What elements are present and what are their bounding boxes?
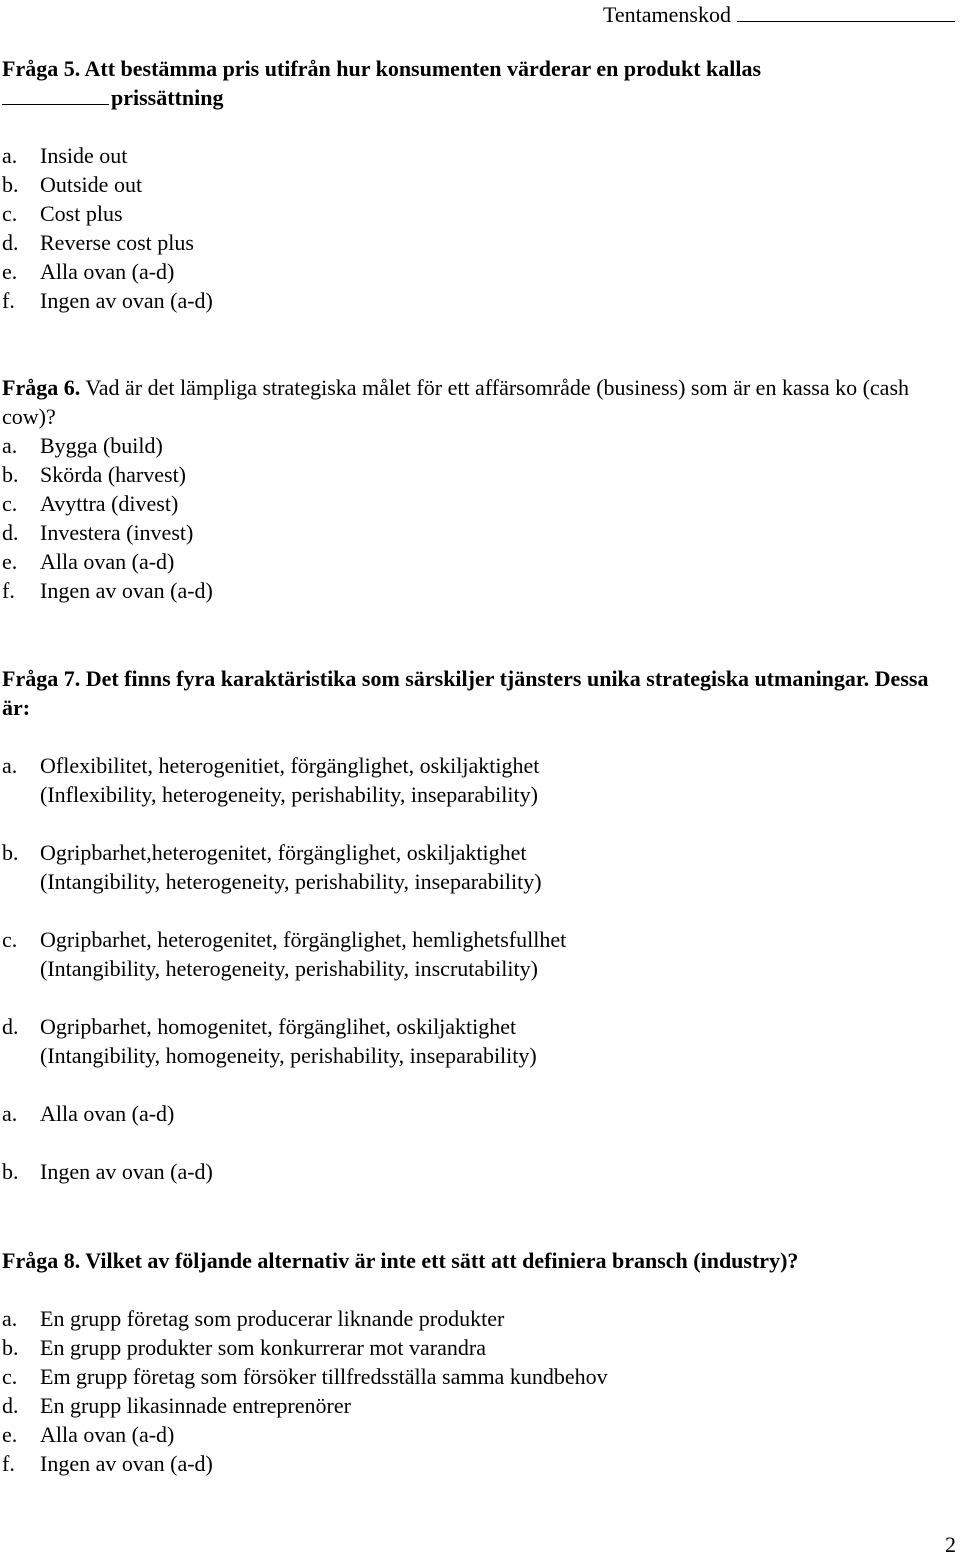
option-text [40, 925, 958, 983]
option-item [2, 141, 958, 170]
option-letter: d. [2, 1393, 19, 1418]
question-7-title: Fråga 7. Det finns fyra karaktäristika som särskiljer tjänsters unika strategiska utmaningar. Dessa är: [2, 666, 929, 720]
option-text-translation: (Intangibility, heterogeneity, perishability, inseparability) [40, 869, 542, 894]
option-letter: f. [2, 1451, 15, 1476]
exam-code-blank [737, 20, 955, 22]
option-text: Skörda (harvest) [40, 462, 187, 487]
option-text: Investera (invest) [40, 520, 194, 545]
option-text: Inside out [40, 143, 128, 168]
option-letter: b. [2, 1335, 19, 1360]
option-letter: e. [2, 1422, 18, 1447]
option-item [2, 547, 958, 576]
option-text: En grupp produkter som konkurrerar mot varandra [40, 1335, 486, 1360]
question-6-title-text: Vad är det lämpliga strategiska målet för ett affärsområde (business) som är en kassa ko (cash cow)? [2, 375, 910, 429]
option-letter: e. [2, 549, 18, 574]
option-text: Alla ovan (a-d) [40, 1422, 175, 1447]
option-letter: d. [2, 520, 19, 545]
question-5-title [2, 54, 958, 112]
option-letter: b. [2, 1159, 19, 1184]
page-number: 2 [945, 1532, 956, 1557]
question-8 [2, 1246, 958, 1478]
option-text [40, 751, 958, 809]
option-item [2, 1420, 958, 1449]
option-text-line: Oflexibilitet, heterogenitiet, förgänglighet, oskiljaktighet [40, 753, 540, 778]
option-item [2, 257, 958, 286]
option-item [2, 228, 958, 257]
question-7 [2, 664, 958, 1186]
fill-in-blank [2, 103, 109, 105]
option-item [2, 489, 958, 518]
option-item [2, 431, 958, 460]
option-text: Em grupp företag som försöker tillfredsställa samma kundbehov [40, 1364, 608, 1389]
question-5-title-text: Fråga 5. Att bestämma pris utifrån hur konsumenten värderar en produkt kallas [2, 56, 762, 81]
option-item [2, 1391, 958, 1420]
option-item [2, 1157, 958, 1186]
option-letter: c. [2, 491, 18, 516]
question-6-title: Fråga 6. Vad är det lämpliga strategiska målet för ett affärsområde (business) som är en kassa ko (cash cow)? [2, 375, 910, 429]
option-text: Avyttra (divest) [40, 491, 179, 516]
question-6-options [2, 431, 958, 605]
option-item [2, 1304, 958, 1333]
option-item [2, 576, 958, 605]
option-item [2, 460, 958, 489]
option-letter: a. [2, 1101, 18, 1126]
option-item [2, 199, 958, 228]
option-text: Ingen av ovan (a-d) [40, 1451, 213, 1476]
question-8-title: Fråga 8. Vilket av följande alternativ är inte ett sätt att definiera bransch (industry)? [2, 1248, 799, 1273]
option-text-line: Ogripbarhet,heterogenitet, förgänglighet, oskiljaktighet [40, 840, 527, 865]
option-letter: a. [2, 433, 18, 458]
option-text-line: Ogripbarhet, homogenitet, förgänglihet, oskiljaktighet [40, 1014, 517, 1039]
option-item [2, 838, 958, 896]
option-item [2, 1012, 958, 1070]
option-item [2, 1362, 958, 1391]
option-item [2, 751, 958, 809]
question-5-title-tail: prissättning [111, 85, 224, 110]
option-item [2, 1099, 958, 1128]
option-text: Alla ovan (a-d) [40, 259, 175, 284]
option-text-line: Ogripbarhet, heterogenitet, förgänglighet, hemlighetsfullhet [40, 927, 567, 952]
option-letter: a. [2, 1306, 18, 1331]
question-6 [2, 373, 958, 605]
option-text-translation: (Intangibility, homogeneity, perishability, inseparability) [40, 1043, 537, 1068]
option-text: Outside out [40, 172, 143, 197]
option-letter: c. [2, 1364, 18, 1389]
option-letter: c. [2, 201, 18, 226]
option-letter: f. [2, 288, 15, 313]
option-item [2, 1449, 958, 1478]
option-text: Ingen av ovan (a-d) [40, 578, 213, 603]
option-text: En grupp likasinnade entreprenörer [40, 1393, 351, 1418]
option-item [2, 170, 958, 199]
exam-code-label: Tentamenskod [603, 2, 731, 27]
option-item [2, 925, 958, 983]
option-text: Ingen av ovan (a-d) [40, 288, 213, 313]
option-text: Bygga (build) [40, 433, 163, 458]
question-7-options [2, 751, 958, 1186]
option-text: En grupp företag som producerar liknande produkter [40, 1306, 505, 1331]
option-text: Reverse cost plus [40, 230, 194, 255]
option-letter: e. [2, 259, 18, 284]
exam-code-header [603, 0, 955, 29]
option-text-translation: (Inflexibility, heterogeneity, perishability, inseparability) [40, 782, 538, 807]
option-text [40, 1012, 958, 1070]
question-8-options [2, 1304, 958, 1478]
option-letter: d. [2, 1014, 19, 1039]
option-item [2, 518, 958, 547]
option-text: Ingen av ovan (a-d) [40, 1159, 213, 1184]
question-5-options [2, 141, 958, 315]
option-letter: b. [2, 462, 19, 487]
option-letter: b. [2, 172, 19, 197]
option-text: Alla ovan (a-d) [40, 549, 175, 574]
option-text: Cost plus [40, 201, 123, 226]
option-letter: c. [2, 927, 18, 952]
option-letter: d. [2, 230, 19, 255]
option-letter: b. [2, 840, 19, 865]
option-text [40, 838, 958, 896]
option-item [2, 286, 958, 315]
option-item [2, 1333, 958, 1362]
option-letter: a. [2, 143, 18, 168]
option-letter: a. [2, 753, 18, 778]
option-text-translation: (Intangibility, heterogeneity, perishability, inscrutability) [40, 956, 538, 981]
option-letter: f. [2, 578, 15, 603]
question-5 [2, 54, 958, 315]
option-text: Alla ovan (a-d) [40, 1101, 175, 1126]
